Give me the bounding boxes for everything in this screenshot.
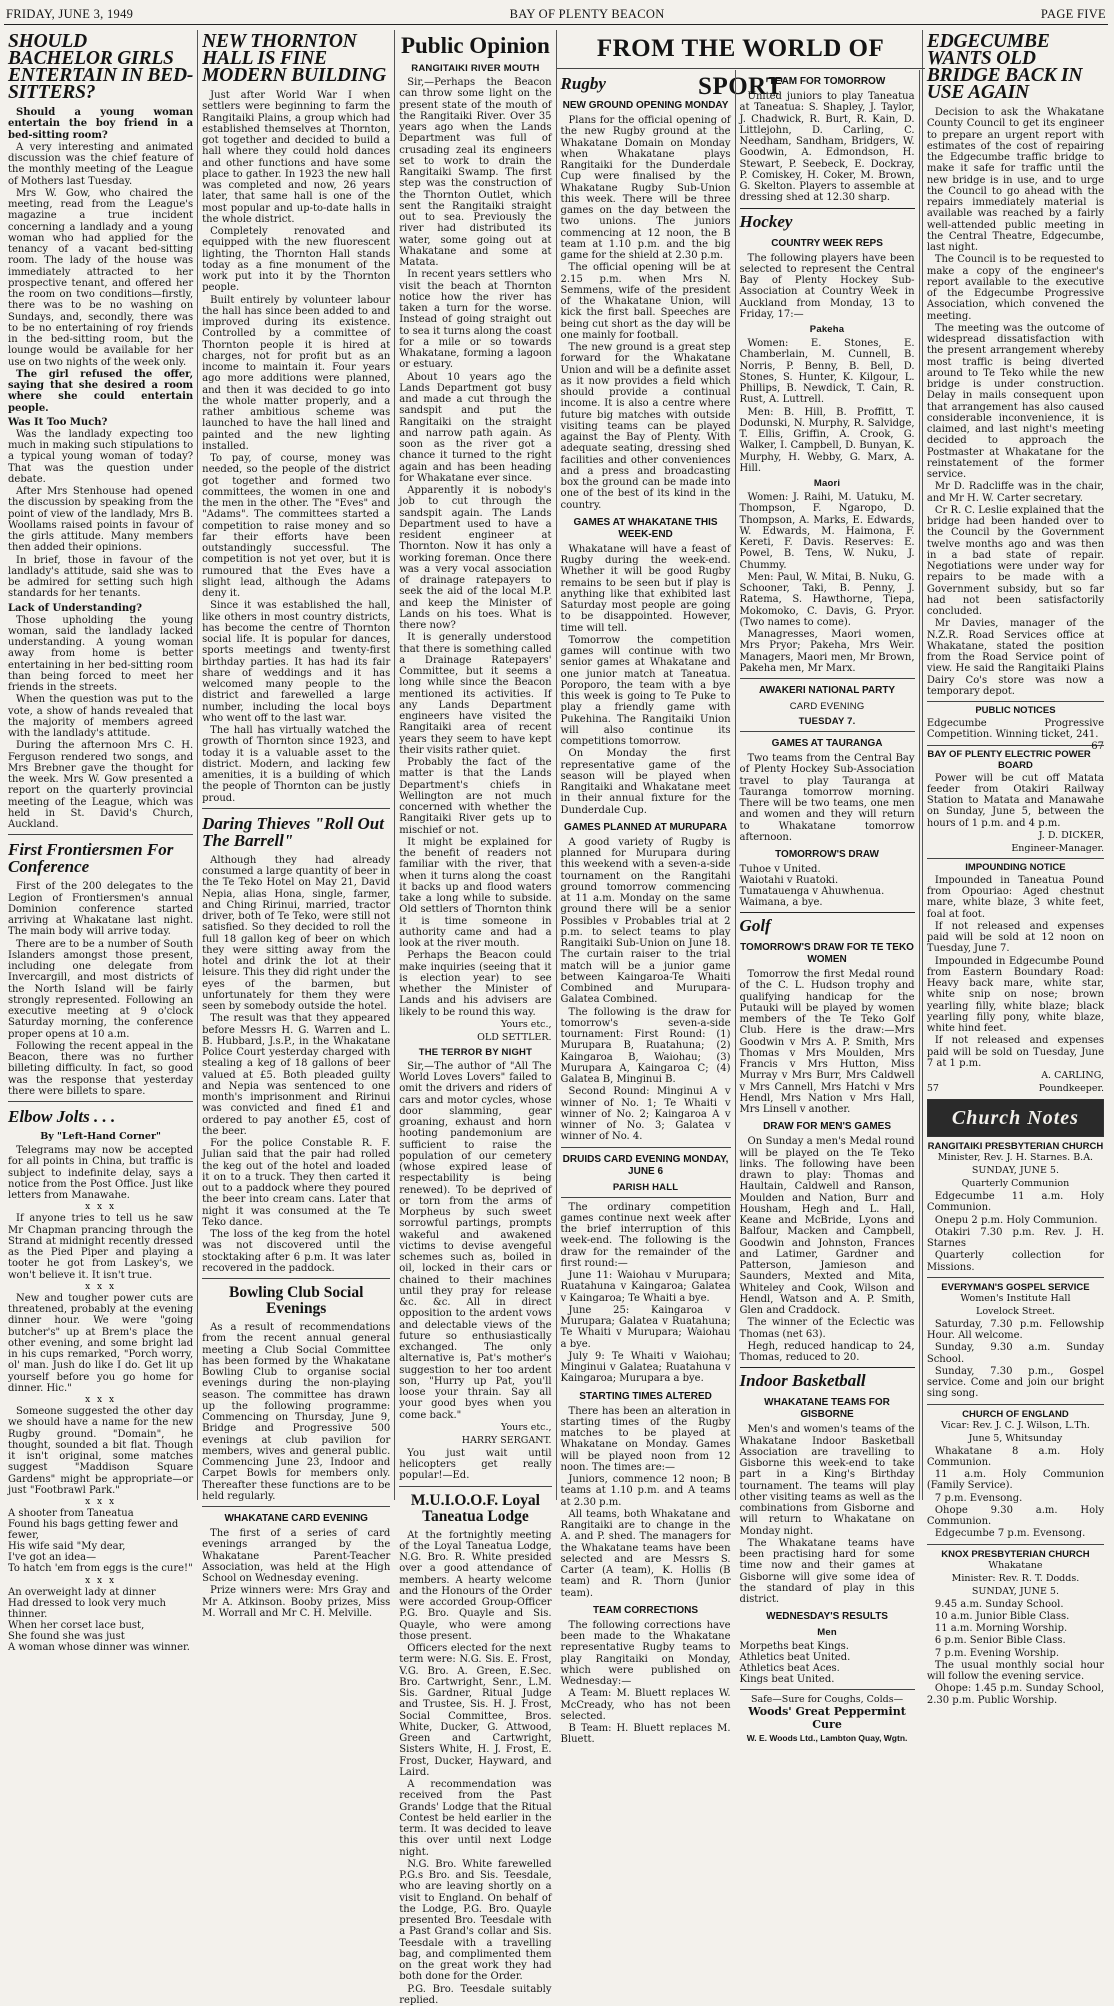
notice-heading: IMPOUNDING NOTICE [927,858,1104,873]
subheading: GAMES AT WHAKATANE THIS WEEK-END [561,517,731,541]
article-paragraph: At the fortnightly meeting of the Loyal Taneatua Lodge, N.G. Bro. R. White presided over a good attendance of members. A hearty welcome and the Honours of the Order were accorded Group-Officer P.G. Bro. Quayle and Sis. Quayle, who were among those present. [399,1530,551,1643]
headline-daring-thieves: Daring Thieves "Roll Out The Barrell" [202,815,390,849]
separator: x x x [8,1202,193,1212]
article-paragraph: The following players have been selected to represent the Central Bay of Plenty Hockey Sub-Association at Country Week in Auckland from Monday, 13 to Friday, 17:— [740,253,915,321]
article-paragraph: Managresses, Maori women, Mrs Pryor; Pakeha, Mrs Weir. Managers, Maori men, Mr Brown, Pakeha men, Mr Marx. [740,629,915,674]
team-label: Pakeha [740,324,915,335]
service-line: Onepu 2 p.m. Holy Communion. [927,1215,1104,1226]
letter-signature: OLD SETTLER. [399,1032,551,1043]
article-paragraph: As a result of recommendations from the recent annual general meeting a Club Social Committee has been formed by the Whakatane Bowling Club to organise social evenings during the non-playing season. The committee has drawn up the following programme: Commencing on Thursday, June 9, Bridge and Progressive 500 evenings at club pavilion for members, wives and general public. Commencing June 23, Indoor and Carpet Bowls for members only. Thereafter these functions are to be held regularly. [202,1322,390,1502]
service-line: Whakatane 8 a.m. Holy Communion. [927,1446,1104,1469]
section-golf: Golf [740,912,915,936]
divider [561,1197,731,1198]
service-line: Edgecumbe 11 a.m. Holy Communion. [927,1191,1104,1214]
service-line: Saturday, 7.30 p.m. Fellowship Hour. All welcome. [927,1319,1104,1342]
notice-text: Power will be cut off Matata feeder from Otakiri Railway Station to Matata and Manawahe on Sunday, June 5, between the hours of 1 p.m. and 4 p.m. [927,773,1104,829]
service-line: 11 a.m. Holy Communion (Family Service). [927,1469,1104,1492]
article-paragraph: The first of a series of card evenings arranged by the Whakatane Parent-Teacher Association, was held at the High School on Wednesday evening. [202,1528,390,1584]
notice-signature-title: Engineer-Manager. [927,843,1104,854]
article-paragraph: In brief, those in favour of the landlady's attitude, said she was to be admired for setting such high standards for her tenants. [8,555,193,600]
service-line: 6 p.m. Senior Bible Class. [927,1635,1104,1646]
notice-number: 67 [1091,741,1104,752]
subheading: WHAKATANE CARD EVENING [202,1513,390,1525]
service-line: The usual monthly social hour will follow the evening service. [927,1660,1104,1683]
subheading: Was It Too Much? [8,417,193,428]
subheading: STARTING TIMES ALTERED [561,1391,731,1403]
article-paragraph: The ordinary competition games continue next week after the brief interruption of this week-end. The following is the draw for the remainder of the first round:— [561,1202,731,1270]
article-paragraph: Mr Davies, manager of the N.Z.R. Road Services office at Whakatane, stated the position from the Road Service point of view. He said the Rangitaiki Plains Dairy Co's store was now a temporary depot. [927,618,1104,697]
subheading: Lack of Understanding? [8,603,193,614]
article-paragraph: Following the recent appeal in the Beacon, there was no further billeting difficulty. In fact, so good was the response that yesterday there were billets to spare. [8,1041,193,1097]
article-paragraph: To pay, of course, money was needed, so the people of the district got together and formed two committees, the women in one and the men in the other. The "Eves" and "Adams". The committees started a competition to raise money and so far their efforts have been outstandingly successful. The competition is not yet over, but it is rumoured that the Eves have a slight lead, although the Adams deny it. [202,453,390,599]
article-paragraph: Women: J. Raihi, M. Uatuku, M. Thompson, F. Ngaropo, D. Thompson, A. Marks, E. Edwards, W. Edwards, M. Haimona, F. Kereti, F. Davis. Reserves: E. Powel, B. Tens, W. Nuku, J. Chummy. [740,492,915,571]
article-paragraph: Tomorrow the first Medal round of the C. L. Hudson trophy and qualifying handicap for the Putauki will be played by women members of the Te Teko Golf Club. Here is the draw:—Mrs Goodwin v Mrs A. P. Smith, Mrs Thomas v Mrs Moulden, Mrs Francis v Mrs Hutton, Miss Murray v Mrs Burr, Mrs Caldwell v Mrs Cannell, Mrs Hatchi v Mrs Hendl, Mrs Nation v Mrs Hall, Mrs Linsell v another. [740,969,915,1115]
article-paragraph: The new ground is a great step forward for the Whakatane Union and will be a definite asset as it now provides a field which should provide a continual income. It is also a centre where future big matches with outside visiting teams can be played against the Bay of Plenty. With adequate seating, dressing shed facilities and other conveniences and a press and broadcasting box the ground can be made into one of the best of its kind in the country. [561,342,731,511]
column-6 [923,30,1108,1500]
column-4 [557,70,736,1500]
service-line: Otakiri 7.30 p.m. Rev. J. H. Starnes [927,1227,1104,1250]
sport-banner: FROM THE WORLD OF SPORT [557,30,925,69]
article-intro: Should a young woman entertain the boy friend in a bed-sitting room? [8,107,193,141]
notice-number: 57 [927,1083,939,1094]
article-paragraph: Hegh, reduced handicap to 24, Thomas, reduced to 20. [740,1341,915,1364]
subheading: GAMES AT TAURANGA [740,738,915,750]
article-paragraph: When the question was put to the vote, a show of hands revealed that the majority of members agreed with the landlady's attitude. [8,694,193,739]
letter-paragraph: It is generally understood that there is something called a Drainage Ratepayers' Committee, but it seems a long while since the Beacon mentioned its activities. If any Lands Department engineers have visited the Rangitaiki area of recent years they seem to have kept their visits rather quiet. [399,632,551,756]
letter-signature: HARRY SERGANT. [399,1435,551,1446]
article-paragraph: Telegrams may now be accepted for all points in China, but traffic is subject to indefinite delay, says a notice from the Post Office. Just like letters from Manawahe. [8,1145,193,1201]
article-paragraph: Two teams from the Central Bay of Plenty Hockey Sub-Association travel to play Tauranga at Tauranga tomorrow morning. There will be two teams, one men and women and they will return to Whakatane tomorrow afternoon. [740,753,915,843]
article-paragraph: After Mrs Stenhouse had opened the discussion by speaking from the point of view of the landlady, Mrs B. Woollams raised points in favour of the girls attitude. Many members then added their opinions. [8,486,193,554]
divider [740,1689,915,1690]
limerick: An overweight lady at dinner Had dressed to look very much thinner. When her corset lace bust, She found she was just A woman whose dinner was winner. [8,1587,193,1653]
masthead-title: BAY OF PLENTY BEACON [510,7,665,22]
headline-bowling-club: Bowling Club Social Evenings [202,1285,390,1317]
article-paragraph: Cr R. C. Leslie explained that the bridge had been handed over to the Council by the Government twelve months ago and was then in a bad state of repair. Negotiations were under way for repairs to be made with a Government subsidy, but so far had not been satisfactorily concluded. [927,505,1104,618]
divider [740,678,915,679]
article-paragraph: The following is the draw for tomorrow's seven-a-side tournament: First Round: (1) Murupara B, Ruatahuna; (2) Kaingaroa B, Waiohau; (3) Murupara A, Kaingaroa C; (4) Galatea B, Minginui B. [561,1007,731,1086]
notice-text: Impounded in Taneatua Pound from Opouriao: Aged chestnut mare, white blaze, 3 white feet, foal at foot. [927,875,1104,920]
headline-thornton-hall: NEW THORNTON HALL IS FINE MODERN BUILDING [202,33,390,84]
headline-frontiersmen: First Frontiersmen For Conference [8,841,193,875]
headline-lodge: M.U.I.O.O.F. Loyal Taneatua Lodge [399,1493,551,1525]
article-paragraph: P.G. Bro. Teesdale suitably replied. [399,1984,551,2006]
article-paragraph: A Team: M. Bluett replaces W. McCready, who has not been selected. [561,1688,731,1722]
masthead-page: PAGE FIVE [1041,7,1106,22]
advert-product: Woods' Great Peppermint Cure [740,1705,915,1731]
article-paragraph: United juniors to play Taneatua at Taneatua: S. Shapley, J. Taylor, J. Chadwick, R. Burt, R. Kain, D. Littlejohn, D. Carling, C. Needham, Sandham, Bridgers, W. Goodwin, A. Edmondson, H. Stewart, P. Seebeck, E. Dockray, P. Comiskey, H. Coker, M. Brown, G. Skelton. Players to assemble at dressing shed at 12.30 sharp. [740,91,915,204]
article-paragraph: The Whakatane teams have been practising hard for some time now and their games at Gisborne will give some idea of the standard of play in this district. [740,1538,915,1606]
awakeri-date: TUESDAY 7. [740,716,915,727]
subheading: RANGITAIKI RIVER MOUTH [399,63,551,74]
article-paragraph: Men: B. Hill, B. Proffitt, T. Dodunski, N. Murphy, R. Salvidge, T. Ellis, Griffin, A. Crook, G. Walker, I. Campbell, D. Bunyan, K. Murphy, H. Webby, G. Marx, A. Hill. [740,407,915,475]
subheading: TEAM CORRECTIONS [561,1605,731,1617]
results-list: Morpeths beat Kings. Athletics beat United. Athletics beat Aces. Kings beat United. [740,1641,915,1685]
church-street: Lovelock Street. [927,1306,1104,1317]
section-rugby: Rugby [561,74,731,94]
notice-signature-title: Poundkeeper. [1039,1083,1104,1094]
article-paragraph: A recommendation was received from the Past Grands' Lodge that the Ritual Contest be held earlier in the term. It was decided to leave this over until next Lodge night. [399,1779,551,1858]
subheading: TOMORROW'S DRAW FOR TE TEKO WOMEN [740,942,915,966]
article-paragraph: Men's and women's teams of the Whakatane Indoor Basketball Association are travelling to Gisborne this week-end to take part in a King's Birthday tournament. The teams will play other visiting teams as well as the combinations from Gisborne and will return to Whakatane on Monday night. [740,1424,915,1537]
separator: x x x [8,1395,193,1405]
article-paragraph: For the police Constable R. F. Julian said that the pair had rolled the keg out of the hotel and loaded it on to a truck. They then carted it out to a paddock where they poured the beer into cream cans. Later that night it was consumed at the Te Teko dance. [202,1138,390,1228]
article-paragraph: Prize winners were: Mrs Gray and Mr A. Atkinson. Booby prizes, Miss M. Worrall and Mr C. H. Melville. [202,1585,390,1619]
article-paragraph: Men: Paul, W. Mitai, B. Nuku, G. Schooner, Taki, B. Penny, J. Ratema, S. Hawthorne, Tiepa, Mokomoko, C. Davis, G. Pryor. (Two names to come). [740,572,915,628]
letter-paragraph: It might be explained for the benefit of readers not familiar with the river, that when it turns along the coast it backs up and flood waters take a long while to subside. Old settlers of Thornton think it is time someone in authority came and had a look at the river mouth. [399,837,551,950]
article-paragraph: On Monday the first representative game of the season will be played when Rangitaiki and Whakatane meet in their annual fixture for the Dunderdale Cup. [561,748,731,816]
divider [927,1404,1104,1405]
headline-bachelor-girls: SHOULD BACHELOR GIRLS ENTERTAIN IN BED-SITTERS? [8,33,193,101]
church-minister: Vicar: Rev. J. C. J. Wilson, L.Th. [927,1420,1104,1431]
article-paragraph: Mr D. Radcliffe was in the chair, and Mr H. W. Carter secretary. [927,481,1104,504]
church-date: SUNDAY, JUNE 5. [927,1586,1104,1597]
article-paragraph: Juniors, commence 12 noon; B teams at 1.10 p.m. and A teams at 2.30 p.m. [561,1474,731,1508]
service-line: Sunday, 7.30 p.m., Gospel service. Come and join our bright sing song. [927,1366,1104,1400]
article-paragraph: The meeting was the outcome of widespread dissatisfaction with the present arrangement whereby most traffic is being diverted around to Te Teko while the new bridge is under construction. Delay in mails consequent upon that arrangement has also caused considerable inconvenience, it is claimed, and last night's meeting decided to approach the Postmaster at Whakatane for the reinstatement of the former service. [927,323,1104,481]
article-paragraph: A good variety of Rugby is planned for Murupara during this weekend with a seven-a-side tournament on the Rangitahi ground tomorrow commencing at 11 a.m. Monday on the same ground there will be a senior Possibles v Probables trial at 2 p.m. to select teams to play Rangitaiki Sub-Union on June 18. The curtain raiser to the trial match will be a junior game between Kaingaroa-Te Whaiti Combined and Murupara-Galatea Combined. [561,837,731,1006]
headline-public-opinion: Public Opinion [399,33,551,59]
article-paragraph: Was the landlady expecting too much in making such stipulations to a typical young woman of today? That was the question under debate. [8,429,193,485]
article-paragraph: A very interesting and animated discussion was the chief feature of the monthly meeting of the League of Mothers last Tuesday. [8,142,193,187]
article-paragraph: Plans for the official opening of the new Rugby ground at the Whakatane Domain on Monday when Whakatane plays Rangitaiki for the Dunderdale Cup were finalised by the Whakatane Rugby Sub-Union this week. There will be three games on the day between the two unions. The juniors commencing at 12 noon, the B team at 1.10 p.m. and the big game for the shield at 2.30 p.m. [561,115,731,261]
service-line: Quarterly collection for Missions. [927,1250,1104,1273]
church-name: EVERYMAN'S GOSPEL SERVICE [927,1282,1104,1293]
notice-heading: BAY OF PLENTY ELECTRIC POWER BOARD [927,745,1104,771]
church-name: KNOX PRESBYTERIAN CHURCH [927,1549,1104,1560]
church-name: RANGITAIKI PRESBYTERIAN CHURCH [927,1141,1104,1152]
letter-paragraph: About 10 years ago the Lands Department got busy and made a cut through the sandspit and put the Rangitaiki on the straight and narrow path again. As soon as the river got a chance it turned to the right again and has been heading for Whakatane ever since. [399,372,551,485]
article-paragraph: Mrs W. Gow, who chaired the meeting, read from the League's magazine a true incident concerning a landlady and a young woman who had applied for the tenancy of a vacant bed-sitting room. The lady of the house was immediately attracted to her prospective tenant, and offered her the room on two conditions—firstly, there was to be no washing on Sundays, and, secondly, there was to be no entertaining of roy friends in the bed-sitting room, but the lounge would be available for her use on two nights of the week only. [8,188,193,368]
masthead-date: FRIDAY, JUNE 3, 1949 [6,7,133,22]
divider [8,834,193,835]
divider [8,1101,193,1102]
church-notes-banner: Church Notes [927,1099,1104,1137]
article-paragraph: N.G. Bro. White farewelled P.G.s Bro. and Sis. Teesdale, who are leaving shortly on a visit to England. On behalf of the Lodge, P.G. Bro. Quayle presented Bro. Teesdale with a Past Grand's collar and Sis. Teesdale with a travelling bag, and complimented them on the great work they had both done for the Order. [399,1859,551,1983]
article-paragraph: The hall has virtually watched the growth of Thornton since 1923, and today it is a valuable asset to the district. Modern, and lacking few amenities, it is a building of which the people of Thornton can be justly proud. [202,725,390,804]
divider [927,1277,1104,1278]
service-line: Sunday, 9.30 a.m. Sunday School. [927,1342,1104,1365]
article-paragraph: The official opening will be at 2.15 p.m. when Mrs N. Semmens, wife of the president of the Whakatane Union, will kick the first ball. Speeches are being cut short as the day will be one mainly for football. [561,262,731,341]
headline-elbow-jolts: Elbow Jolts . . . [8,1108,193,1125]
divider [740,731,915,732]
byline: By "Left-Hand Corner" [8,1131,193,1142]
divider [927,1544,1104,1545]
article-paragraph: Second Round: Minginui A v winner of No. 1; Te Whaiti v winner of No. 2; Kaingaroa A v winner of No. 3; Galatea v winner of No. 4. [561,1086,731,1142]
divider [202,808,390,809]
article-paragraph: During the afternoon Mrs C. H. Ferguson rendered two songs, and Mrs Brebner gave the thought for the week. Mrs W. Gow presented a report on the quarterly provincial meeting of the League, which was held in St. David's Church, Auckland. [8,740,193,830]
article-paragraph: If anyone tries to tell us he saw Mr Chapman prancing through the Strand at midnight recently dressed as the Pied Piper and playing a tooter he got from Laskey's, we won't believe it. It isn't true. [8,1213,193,1281]
article-paragraph: There are to be a number of South Islanders amongst those present, including one delegate from Invercargill, and most districts of the North Island will be fairly strongly represented. Following an executive meeting at 9 o'clock Saturday morning, the conference proper opens at 10 a.m. [8,939,193,1040]
article-paragraph: Women: E. Stones, E. Chamberlain, M. Cunnell, B. Norris, P. Benny, B. Bell, D. Stones, S. Hunter, K. Kilgour, L. Phillips, B. Newdick, T. Cain, R. Rust, A. Luttrell. [740,338,915,406]
column-3 [395,30,556,1500]
article-paragraph: Whakatane will have a feast of Rugby during the week-end. Whether it will be good Rugby remains to be seen but if play is anything like that exhibited last Saturday most people are going to be disappointed. However, time will tell. [561,544,731,634]
advert-address: W. E. Woods Ltd., Lambton Quay, Wgtn. [740,1733,915,1743]
article-paragraph: There has been an alteration in starting times of the Rugby matches to be played at Whakatane on Monday. Games will be played noon from 12 noon. The times are:— [561,1406,731,1474]
notice-text: If not released and expenses paid will be sold on Tuesday, June 7 at 1 p.m. [927,1035,1104,1069]
article-paragraph: Built entirely by volunteer labour the hall has since been added to and improved during its existence. Controlled by a committee of Thornton people it is hired at charges, not for profit but as an income to maintain it. Four years ago more additions were planned, and then it was decided to go into the whole matter properly, and a rather ambitious scheme was launched to have the hall lined and painted and the new lighting installed. [202,295,390,453]
church-location: Whakatane [927,1560,1104,1571]
subheading: WEDNESDAY'S RESULTS [740,1611,915,1623]
article-paragraph: All teams, both Whakatane and Rangitaiki are to change in the A. and P. shed. The managers for the Whakatane teams have been selected and are Messrs S. Carter (A team), K. Hollis (B team) and R. Thorn (Junior team). [561,1509,731,1599]
column-5 [736,70,920,1500]
letter-paragraph: Perhaps the Beacon could make inquiries (seeing that it is election year) to see whether the Minister of Lands and his advisers are likely to be round this way. [399,950,551,1018]
article-paragraph: June 11: Waiohau v Murupara; Ruatahuna v Kaingaroa; Galatea v Kaingaroa; Te Whaiti a bye. [561,1270,731,1304]
column-1 [4,30,198,1500]
subheading: NEW GROUND OPENING MONDAY [561,100,731,112]
druids-notice: DRUIDS CARD EVENING MONDAY, JUNE 6 [561,1154,731,1178]
article-paragraph: The winner of the Eclectic was Thomas (net 63). [740,1317,915,1340]
church-date: June 5, Whitsunday [927,1433,1104,1444]
article-paragraph: July 9: Te Whaiti v Waiohau; Minginui v Galatea; Ruatahuna v Kaingaroa; Murupara a bye. [561,1351,731,1385]
church-service: Quarterly Communion [927,1178,1104,1189]
service-line: 11 a.m. Morning Worship. [927,1623,1104,1634]
article-paragraph: B Team: H. Bluett replaces M. Bluett. [561,1723,731,1746]
subheading: TEAM FOR TOMORROW [740,76,915,88]
druids-venue: PARISH HALL [561,1182,731,1193]
masthead [4,4,1108,25]
draw-list: Tuhoe v United. Waiotahi v Ruatoki. Tumatauenga v Ahuwhenua. Waimana, a bye. [740,864,915,908]
letter-paragraph: Apparently it is nobody's job to cut through the sandspit again. The Lands Department used to have a resident engineer at Thornton. Now it has only a working foreman. Once there was a very vocal association of drainage ratepayers to seek the aid of the local M.P. and keep the Minister of Lands on his toes. What is there now? [399,485,551,631]
awakeri-notice: AWAKERI NATIONAL PARTY [740,685,915,697]
article-paragraph: New and tougher power cuts are threatened, probably at the evening dinner hour. We were "going butcher's" up at Brem's place the other evening, and some bright lad in his cups remarked, "Porch worry, ol' man. Jush do like I do. Get lit up yourself before you go home for dinner. Hic." [8,1293,193,1394]
subheading: WHAKATANE TEAMS FOR GISBORNE [740,1397,915,1421]
separator: x x x [8,1576,193,1586]
article-paragraph: Completely renovated and equipped with the new fluorescent lighting, the Thornton Hall stands today as a fine monument of the work put into it by the Thornton people. [202,226,390,294]
notice-signature: A. CARLING, [927,1070,1104,1081]
divider [399,1486,551,1487]
notice-footer [927,1083,1104,1094]
church-minister: Minister: Rev. R. T. Dodds. [927,1573,1104,1584]
notice-signature: J. D. DICKER, [927,830,1104,841]
church-minister: Minister, Rev. J. H. Starnes. B.A. [927,1152,1104,1163]
article-paragraph: Since it was established the hall, like others in most country districts, has become the centre of Thornton social life. It is popular for dances, sports meetings and twenty-first birthday parties. It has had its fair share of weddings and it has welcomed many people to the district and farewelled a large number, including the local boys who went off to the last war. [202,600,390,724]
article-paragraph: Just after World War I when settlers were beginning to farm the Rangitaiki Plains, a group which had established themselves at Thornton, got together and decided to build a hall where they could hold dances and other functions and have some place to gather. In 1923 the new hall was completed and now, 26 years later, that same hall is one of the most popular and up-to-date halls in the whole district. [202,90,390,225]
notice-text [927,718,1104,741]
article-paragraph: The loss of the keg from the hotel was not discovered until the stocktaking after 6 p.m. It was later recovered in the paddock. [202,1229,390,1274]
subheading: GAMES PLANNED AT MURUPARA [561,822,731,834]
column-2 [198,30,395,1500]
sport-section [557,30,923,1500]
article-paragraph: The following corrections have been made to the Whakatane representative Rugby teams to play Rangitaiki on Monday, which were published on Wednesday:— [561,1620,731,1688]
letter-paragraph: Sir,—The author of "All The World Loves Lovers" failed to omit the drivers and riders of cars and motor cycles, whose door slamming, gear groaning, exhaust and horn hooting pandemonium are sufficient to raise the population of our cemetery (whose expired lease of respectability is being renewed). To be deprived of or torn from the arms of Morpheus by such sweet sorrowful partings, prompts wakeful and awakened victims to devise avengeful schemes such as, boiled in oil, locked in their cars or chained to their machines until they pray for release &c. &c. All in direct opposition to the ardent vows and delectable views of the future so enthusiastically exchanged. The only alternative is, Pat's mother's suggestion to her too ardent son, "Hurry up Pat, you'll loose your thrain. Say all your good byes when you come back." [399,1061,551,1421]
article-paragraph: Tomorrow the competition games will continue with two senior games at Whakatane and one junior match at Taneatua. Poroporo, the team with a bye this week is going to Te Puke to play a friendly game with Pukehina. The Rangitaiki Union will also continue its competitions tomorrow. [561,635,731,748]
divider [202,1278,390,1279]
letter-signoff: Yours etc., [399,1422,551,1433]
service-line: Edgecumbe 7 p.m. Evensong. [927,1528,1104,1539]
service-line: 10 a.m. Junior Bible Class. [927,1611,1104,1622]
notice-heading: PUBLIC NOTICES [927,701,1104,716]
notice-body: Edgecumbe Progressive Competition. Winning ticket, 241. [927,718,1104,740]
editor-note: You just wait until helicopters get really popular!—Ed. [399,1448,551,1482]
service-line: Ohope: 1.45 p.m. Sunday School, 2.30 p.m. Public Worship. [927,1683,1104,1706]
service-line: 9.45 a.m. Sunday School. [927,1599,1104,1610]
awakeri-event: CARD EVENING [740,701,915,712]
section-hockey: Hockey [740,208,915,232]
article-paragraph: On Sunday a men's Medal round will be played on the Te Teko links. The following have been drawn to play: Thomas and Haultain, Caldwell and Ranson, Moulden and Nation, Burr and Housham, Hegh and L. Hall, Keane and McBride, Lyons and Balfour, Macken and Campbell, Goodwin and Johnston, Frances and Latimer, Gardner and Patterson, Jamieson and Saunders, Mexted and Mita, Whiteley and Cook, Wilson and Hendl, Watson and A. P. Smith, Glen and Craddock. [740,1136,915,1316]
article-paragraph: June 25: Kaingaroa v Murupara; Galatea v Ruatahuna; Te Whaiti v Murupara; Waiohau a bye. [561,1305,731,1350]
article-paragraph: The girl refused the offer, saying that she desired a room where she could entertain people. [8,369,193,414]
section-basketball: Indoor Basketball [740,1367,915,1391]
service-line: Ohope 9.30 a.m. Holy Communion. [927,1505,1104,1528]
subheading: COUNTRY WEEK REPS [740,238,915,250]
article-paragraph: The Council is to be requested to make a copy of the engineer's report available to the executive of the Edgecumbe Progressive Association, which convened the meeting. [927,254,1104,322]
letter-paragraph: Probably the fact of the matter is that the Lands Department's chiefs in Wellington are not much concerned with whether the Rangitaiki River gets up to mischief or not. [399,757,551,836]
divider [202,1506,390,1507]
article-paragraph: Officers elected for the next term were: N.G. Sis. E. Frost, V.G. Bro. A. Green, E.Sec. Bro. Cartwright, Senr., L.M. Sis. Gardner, Ritual Judge and Trustee, Sis. H. J. Frost, Social Committee, Bros. White, Ducker, G. Attwood, Green and Cartwright, Sisters White, H. J. Frost, E. Frost, Ducker, Hayward, and Laird. [399,1643,551,1778]
church-date: SUNDAY, JUNE 5. [927,1165,1104,1176]
notice-text: If not released and expenses paid will be sold at 12 noon on Tuesday, June 7. [927,921,1104,955]
divider [561,1147,731,1148]
results-label: Men [740,1627,915,1638]
service-line: 7 p.m. Evensong. [927,1493,1104,1504]
article-paragraph: Those upholding the young woman, said the landlady lacked understanding. A young woman away from home is better entertaining in her bed-sitting room than being forced to meet her friends in the streets. [8,615,193,694]
letter-signoff: Yours etc., [399,1019,551,1030]
subheading: DRAW FOR MEN'S GAMES [740,1121,915,1133]
article-paragraph: Decision to ask the Whakatane County Council to get its engineer to prepare an urgent report with estimates of the cost of repairing the Edgecumbe traffic bridge to make it safe for traffic until the new bridge is in use, and to urge the Council to go ahead with the repairs immediately material is available was reached by a fairly well-attended public meeting in the Central Theatre, Edgecumbe, last night. [927,107,1104,253]
article-paragraph: First of the 200 delegates to the Legion of Frontiersmen's annual Dominion conference started arriving at Whakatane last night. The main body will arrive today. [8,881,193,937]
limerick: A shooter from Taneatua Found his bags getting fewer and fewer, His wife said "My dear, I've got an idea— To hatch 'em from eggs is the cure!" [8,1508,193,1574]
article-paragraph: The result was that they appeared before Messrs H. G. Warren and L. B. Hubbard, J.s.P., in the Whakatane Police Court yesterday charged with stealing a keg of 18 gallons of beer valued at £5. Both pleaded guilty and Nepia was sentenced to one month's imprisonment and Ririnui was convicted and fined £1 and ordered to pay another £5, cost of the beer. [202,1013,390,1137]
article-paragraph: Although they had already consumed a large quantity of beer in the Te Teko Hotel on May 21, David Nepia, alias Hona, single, farmer, and Ching Ririnui, married, tractor driver, both of Te Teko, were still not satisfied. So they decided to roll the full 18 gallon keg of beer on which they were sitting away from the hotel and drink the lot at their leisure. This they did right under the eyes of the barmen, but unfortunately for them they were seen by somebody outside the hotel. [202,855,390,1013]
letter-paragraph: In recent years settlers who visit the beach at Thornton notice how the river has taken a turn for the worse. Instead of going straight out to sea it turns along the coast for a mile or so towards Whakatane, forming a lagoon or estuary. [399,269,551,370]
subheading: TOMORROW'S DRAW [740,849,915,861]
subheading: THE TERROR BY NIGHT [399,1047,551,1058]
separator: x x x [8,1497,193,1507]
team-label: Maori [740,478,915,489]
separator: x x x [8,1282,193,1292]
article-paragraph: Someone suggested the other day we should have a name for the new Rugby ground. "Domain", he thought, sounded a bit flat. Though it isn't original, some matches suggest "Maddison Square Gardens" might be appropriate—or just "Footbrawl Park." [8,1406,193,1496]
letter-paragraph: Sir,—Perhaps the Beacon can throw some light on the present state of the mouth of the Rangitaiki River. Over 35 years ago when the Lands Department was full of crusading zeal its engineers set to work to drain the Rangitaiki Swamp. The first step was the construction of the Thornton Outlet, which sent the Rangitaiki straight out to sea. Previously the river had distributed its water, some going out at Whakatane and some at Matata. [399,77,551,268]
notice-text: Impounded in Edgecumbe Pound from Eastern Boundary Road: Heavy back mare, white star, white snip on nose; brown yearling filly, white blaze; black yearling filly pony, white blaze, white hind feet. [927,956,1104,1035]
church-venue: Women's Institute Hall [927,1293,1104,1304]
church-name: CHURCH OF ENGLAND [927,1409,1104,1420]
headline-edgecumbe-bridge: EDGECUMBE WANTS OLD BRIDGE BACK IN USE AGAIN [927,33,1104,101]
advert-line: Safe—Sure for Coughs, Colds— [740,1694,915,1705]
service-line: 7 p.m. Evening Worship. [927,1648,1104,1659]
